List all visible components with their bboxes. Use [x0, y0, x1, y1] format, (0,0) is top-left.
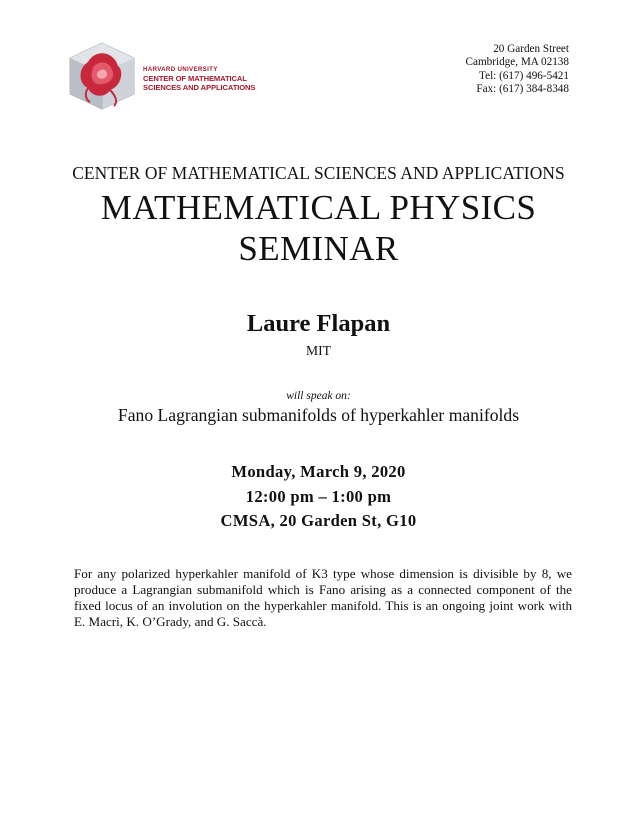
speaker-affiliation: MIT	[306, 343, 331, 358]
logo-wordmark	[143, 66, 255, 92]
address-street: 20 Garden Street	[493, 43, 569, 55]
speaker-name: Laure Flapan	[246, 310, 391, 337]
event-time: 12:00 pm – 1:00 pm	[245, 486, 392, 506]
logo-university-name: HARVARD UNIVERSITY	[143, 66, 218, 73]
logo-center-name-line2: SCIENCES AND APPLICATIONS	[143, 83, 256, 92]
logo-center-name-line1: CENTER OF MATHEMATICAL	[143, 74, 247, 83]
cmsa-logo	[66, 40, 256, 112]
seminar-title-line1: MATHEMATICAL PHYSICS	[100, 188, 537, 227]
address-city: Cambridge, MA 02138	[465, 56, 569, 69]
event-date: Monday, March 9, 2020	[231, 462, 406, 481]
talk-title: Fano Lagrangian submanifolds of hyperkahler manifolds	[117, 405, 520, 425]
seminar-title-line2: SEMINAR	[238, 229, 399, 268]
contact-address	[466, 43, 569, 96]
will-speak-on-label: will speak on:	[286, 390, 351, 402]
cmsa-cube-logo-icon	[66, 40, 138, 112]
center-name-heading: CENTER OF MATHEMATICAL SCIENCES AND APPLICATIONS	[72, 163, 565, 183]
event-details	[0, 460, 637, 534]
talk-abstract: For any polarized hyperkahler manifold of K3 type whose dimension is divisible by 8, we produce a Lagrangian submanifold which is Fano arising as a connected component of the fixed locus of an involution on the hyperkahler manifold. This is an ongoing joint work with E. Macrì, K. O’Grady, and G. Saccà.	[74, 566, 572, 629]
event-location: CMSA, 20 Garden St, G10	[220, 511, 417, 530]
address-fax: Fax: (617) 384-8348	[476, 82, 569, 95]
address-tel: Tel: (617) 496-5421	[479, 69, 569, 82]
